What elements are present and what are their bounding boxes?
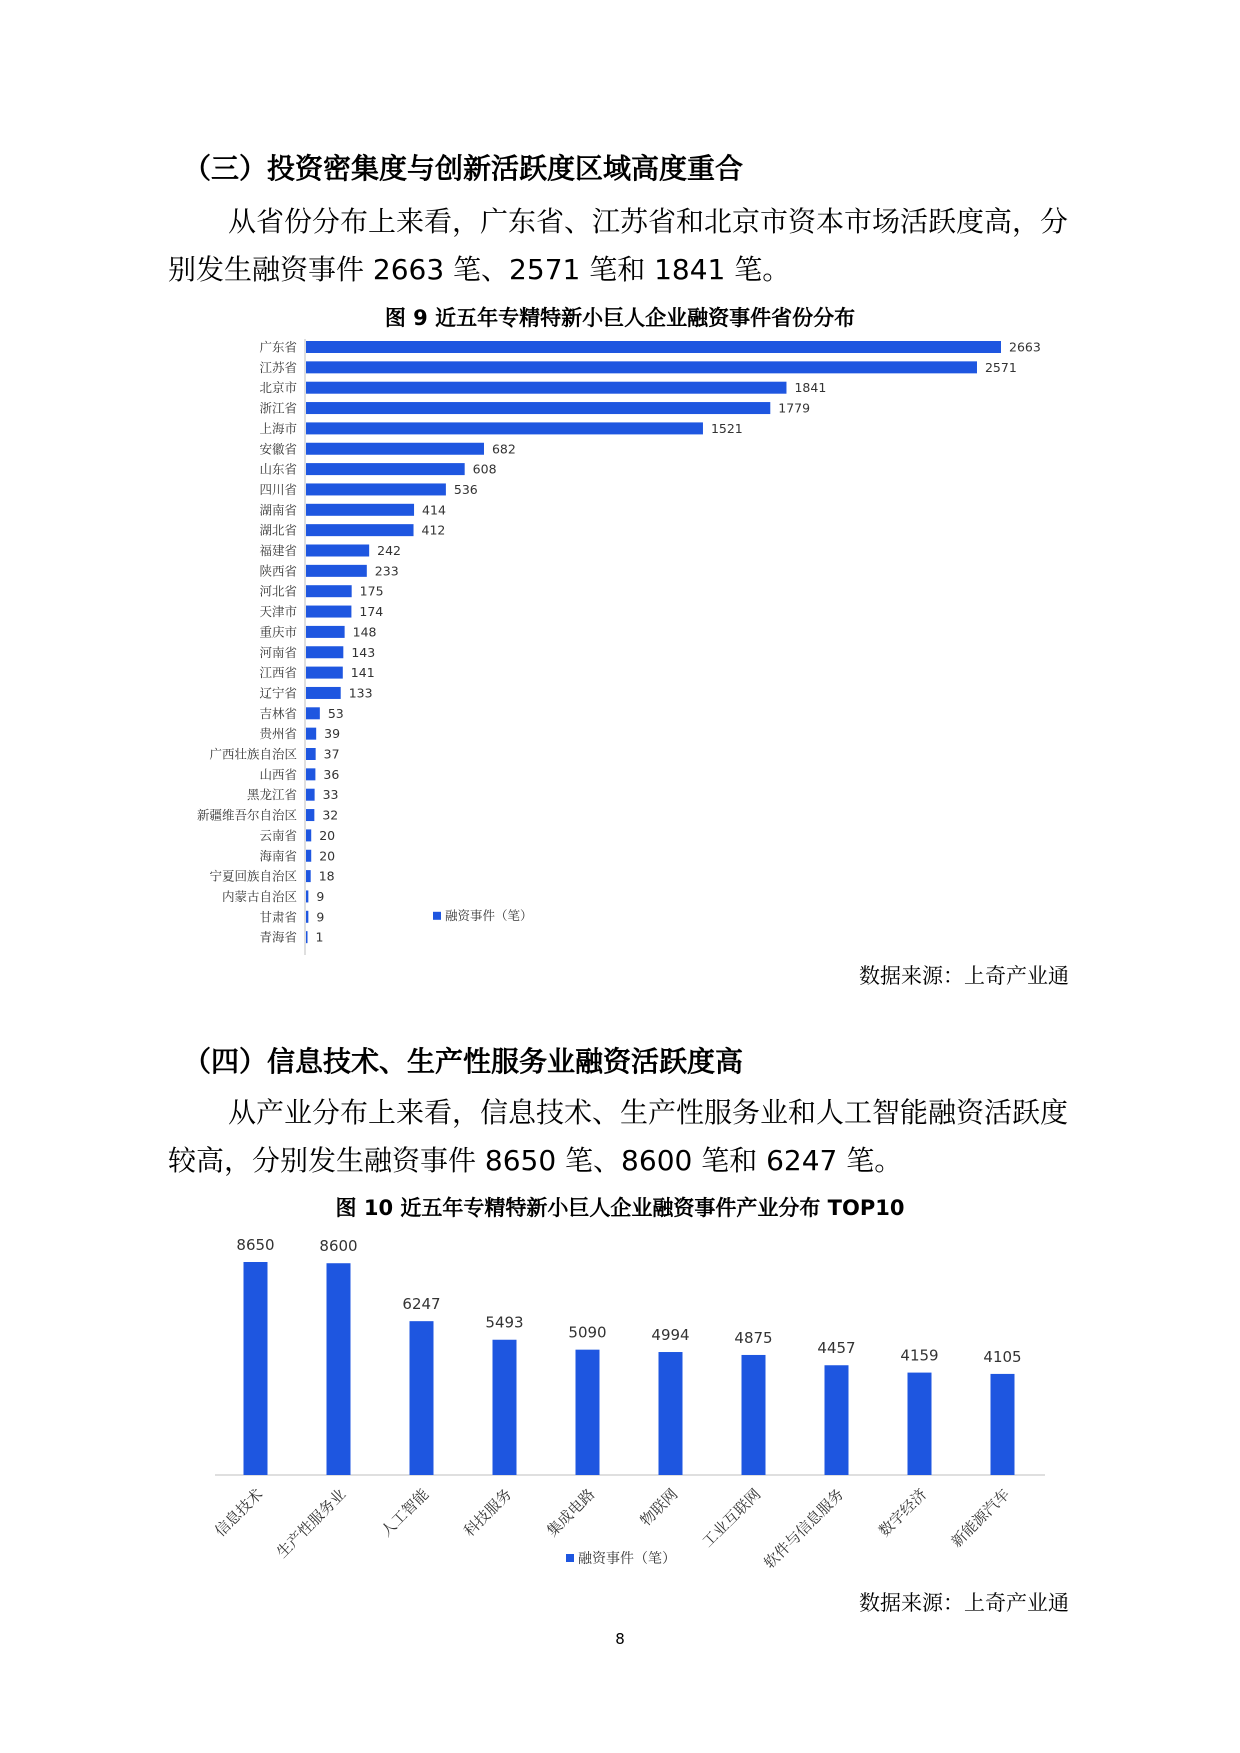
bar (306, 361, 977, 373)
category-label: 广东省 (259, 339, 297, 355)
data-label: 18 (318, 868, 335, 884)
legend-label: 融资事件（笔） (578, 1551, 676, 1567)
bar (306, 443, 484, 455)
data-label: 608 (472, 461, 497, 477)
data-label: 4875 (734, 1328, 773, 1347)
category-label: 广西壮族自治区 (209, 746, 297, 762)
category-label: 甘肃省 (259, 909, 297, 925)
bar (742, 1355, 766, 1475)
category-label: 上海市 (259, 420, 297, 436)
data-label: 4457 (817, 1339, 856, 1358)
data-label: 9 (316, 909, 325, 925)
bar (825, 1365, 849, 1475)
bar (306, 809, 314, 821)
category-label: 吉林省 (259, 705, 297, 721)
bar (306, 585, 352, 597)
category-label: 工业互联网 (698, 1485, 765, 1551)
data-label: 1 (315, 929, 324, 945)
data-label: 133 (348, 685, 373, 701)
province-bar-chart (0, 335, 1240, 955)
figure-9-source: 数据来源：上奇产业通 (859, 964, 1069, 988)
figure-10-source: 数据来源：上奇产业通 (859, 1591, 1069, 1615)
bar (306, 422, 703, 434)
data-label: 8600 (319, 1237, 358, 1256)
data-label: 143 (351, 644, 376, 660)
data-label: 5493 (485, 1313, 524, 1332)
legend-swatch (433, 912, 441, 920)
data-label: 412 (421, 522, 446, 538)
data-label: 2663 (1009, 339, 1041, 355)
category-label: 陕西省 (259, 563, 297, 579)
category-label: 物联网 (636, 1485, 682, 1530)
data-label: 20 (319, 827, 336, 843)
category-label: 重庆市 (259, 624, 297, 640)
category-label: 数字经济 (875, 1485, 931, 1541)
data-label: 175 (359, 583, 384, 599)
bar (306, 341, 1001, 353)
bar (410, 1321, 434, 1475)
bar (306, 890, 308, 902)
bar (306, 870, 311, 882)
data-label: 1521 (710, 420, 743, 436)
data-label: 414 (422, 502, 446, 518)
category-label: 集成电路 (543, 1485, 599, 1541)
category-label: 北京市 (259, 380, 297, 396)
category-label: 生产性服务业 (272, 1485, 350, 1562)
bar (306, 748, 316, 760)
figure-9-title: 图 9 近五年专精特新小巨人企业融资事件省份分布 (384, 306, 856, 330)
data-label: 20 (319, 848, 336, 864)
data-label: 53 (327, 705, 344, 721)
data-label: 36 (323, 766, 340, 782)
bar (306, 646, 343, 658)
bar (306, 687, 341, 699)
section-3-heading: （三）投资密集度与创新活跃度区域高度重合 (183, 152, 744, 185)
bar (306, 911, 308, 923)
category-label: 贵州省 (259, 726, 297, 742)
category-label: 江西省 (259, 665, 297, 681)
data-label: 536 (453, 481, 478, 497)
bar (306, 667, 343, 679)
data-label: 37 (323, 746, 340, 762)
bar (306, 402, 770, 414)
bar (327, 1263, 351, 1475)
data-label: 1779 (778, 400, 811, 416)
bar (908, 1373, 932, 1475)
bar (493, 1340, 517, 1475)
category-label: 湖北省 (259, 522, 297, 538)
bar (306, 850, 311, 862)
data-label: 4159 (900, 1346, 939, 1365)
category-label: 新能源汽车 (947, 1485, 1014, 1551)
data-label: 4105 (983, 1347, 1022, 1366)
bar (306, 606, 351, 618)
bar (306, 545, 369, 557)
bar (306, 524, 414, 536)
legend-label: 融资事件（笔） (445, 907, 533, 923)
bar (306, 931, 308, 943)
data-label: 8650 (236, 1236, 275, 1254)
category-label: 黑龙江省 (246, 787, 297, 803)
category-label: 信息技术 (211, 1485, 267, 1541)
bar (306, 504, 414, 516)
category-label: 辽宁省 (259, 685, 297, 701)
section-4-heading: （四）信息技术、生产性服务业融资活跃度高 (183, 1045, 744, 1078)
industry-bar-chart (0, 1220, 1240, 1575)
bar (306, 565, 367, 577)
category-label: 河北省 (259, 583, 297, 599)
category-label: 新疆维吾尔自治区 (196, 807, 297, 823)
data-label: 148 (352, 624, 377, 640)
category-label: 福建省 (259, 543, 297, 558)
category-label: 青海省 (259, 929, 297, 945)
data-label: 33 (322, 787, 339, 803)
section-4-paragraph: 从产业分布上来看，信息技术、生产性服务业和人工智能融资活跃度较高，分别发生融资事件 8650 笔、8600 笔和 6247 笔。 (168, 1096, 1069, 1177)
bar (306, 463, 465, 475)
data-label: 1841 (794, 380, 827, 396)
data-label: 682 (491, 441, 516, 457)
data-label: 6247 (402, 1295, 441, 1314)
bar (306, 789, 315, 801)
bar (244, 1262, 268, 1475)
bar (991, 1374, 1015, 1475)
bar (306, 382, 786, 394)
category-label: 安徽省 (259, 441, 297, 457)
category-label: 山东省 (259, 461, 297, 477)
category-label: 科技服务 (460, 1485, 516, 1541)
category-label: 河南省 (259, 644, 297, 660)
bar (306, 829, 311, 841)
section-3-paragraph: 从省份分布上来看，广东省、江苏省和北京市资本市场活跃度高，分别发生融资事件 2663 笔、2571 笔和 1841 笔。 (168, 205, 1069, 286)
category-label: 海南省 (259, 848, 297, 864)
figure-10-title: 图 10 近五年专精特新小巨人企业融资事件产业分布 TOP10 (335, 1196, 905, 1220)
bar (306, 707, 320, 719)
data-label: 5090 (568, 1323, 607, 1342)
bar (306, 728, 316, 740)
category-label: 湖南省 (259, 502, 297, 518)
bar (306, 768, 315, 780)
category-label: 云南省 (259, 827, 297, 843)
data-label: 9 (316, 888, 325, 904)
page-number: 8 (615, 1630, 625, 1648)
data-label: 2571 (984, 359, 1017, 375)
data-label: 174 (359, 604, 384, 620)
category-label: 宁夏回族自治区 (209, 868, 297, 884)
data-label: 39 (324, 726, 341, 742)
category-label: 四川省 (259, 481, 297, 497)
data-label: 32 (322, 807, 339, 823)
category-label: 软件与信息服务 (760, 1485, 848, 1573)
data-label: 233 (374, 563, 399, 579)
category-label: 江苏省 (259, 359, 297, 375)
data-label: 4994 (651, 1326, 690, 1345)
category-label: 浙江省 (259, 400, 297, 416)
category-label: 山西省 (259, 766, 297, 782)
bar (576, 1350, 600, 1475)
data-label: 242 (377, 543, 402, 558)
bar (659, 1352, 683, 1475)
category-label: 内蒙古自治区 (221, 888, 297, 904)
category-label: 人工智能 (377, 1485, 433, 1541)
data-label: 141 (350, 665, 375, 681)
legend-swatch (566, 1554, 574, 1562)
bar (306, 483, 446, 495)
category-label: 天津市 (259, 604, 297, 620)
bar (306, 626, 345, 638)
